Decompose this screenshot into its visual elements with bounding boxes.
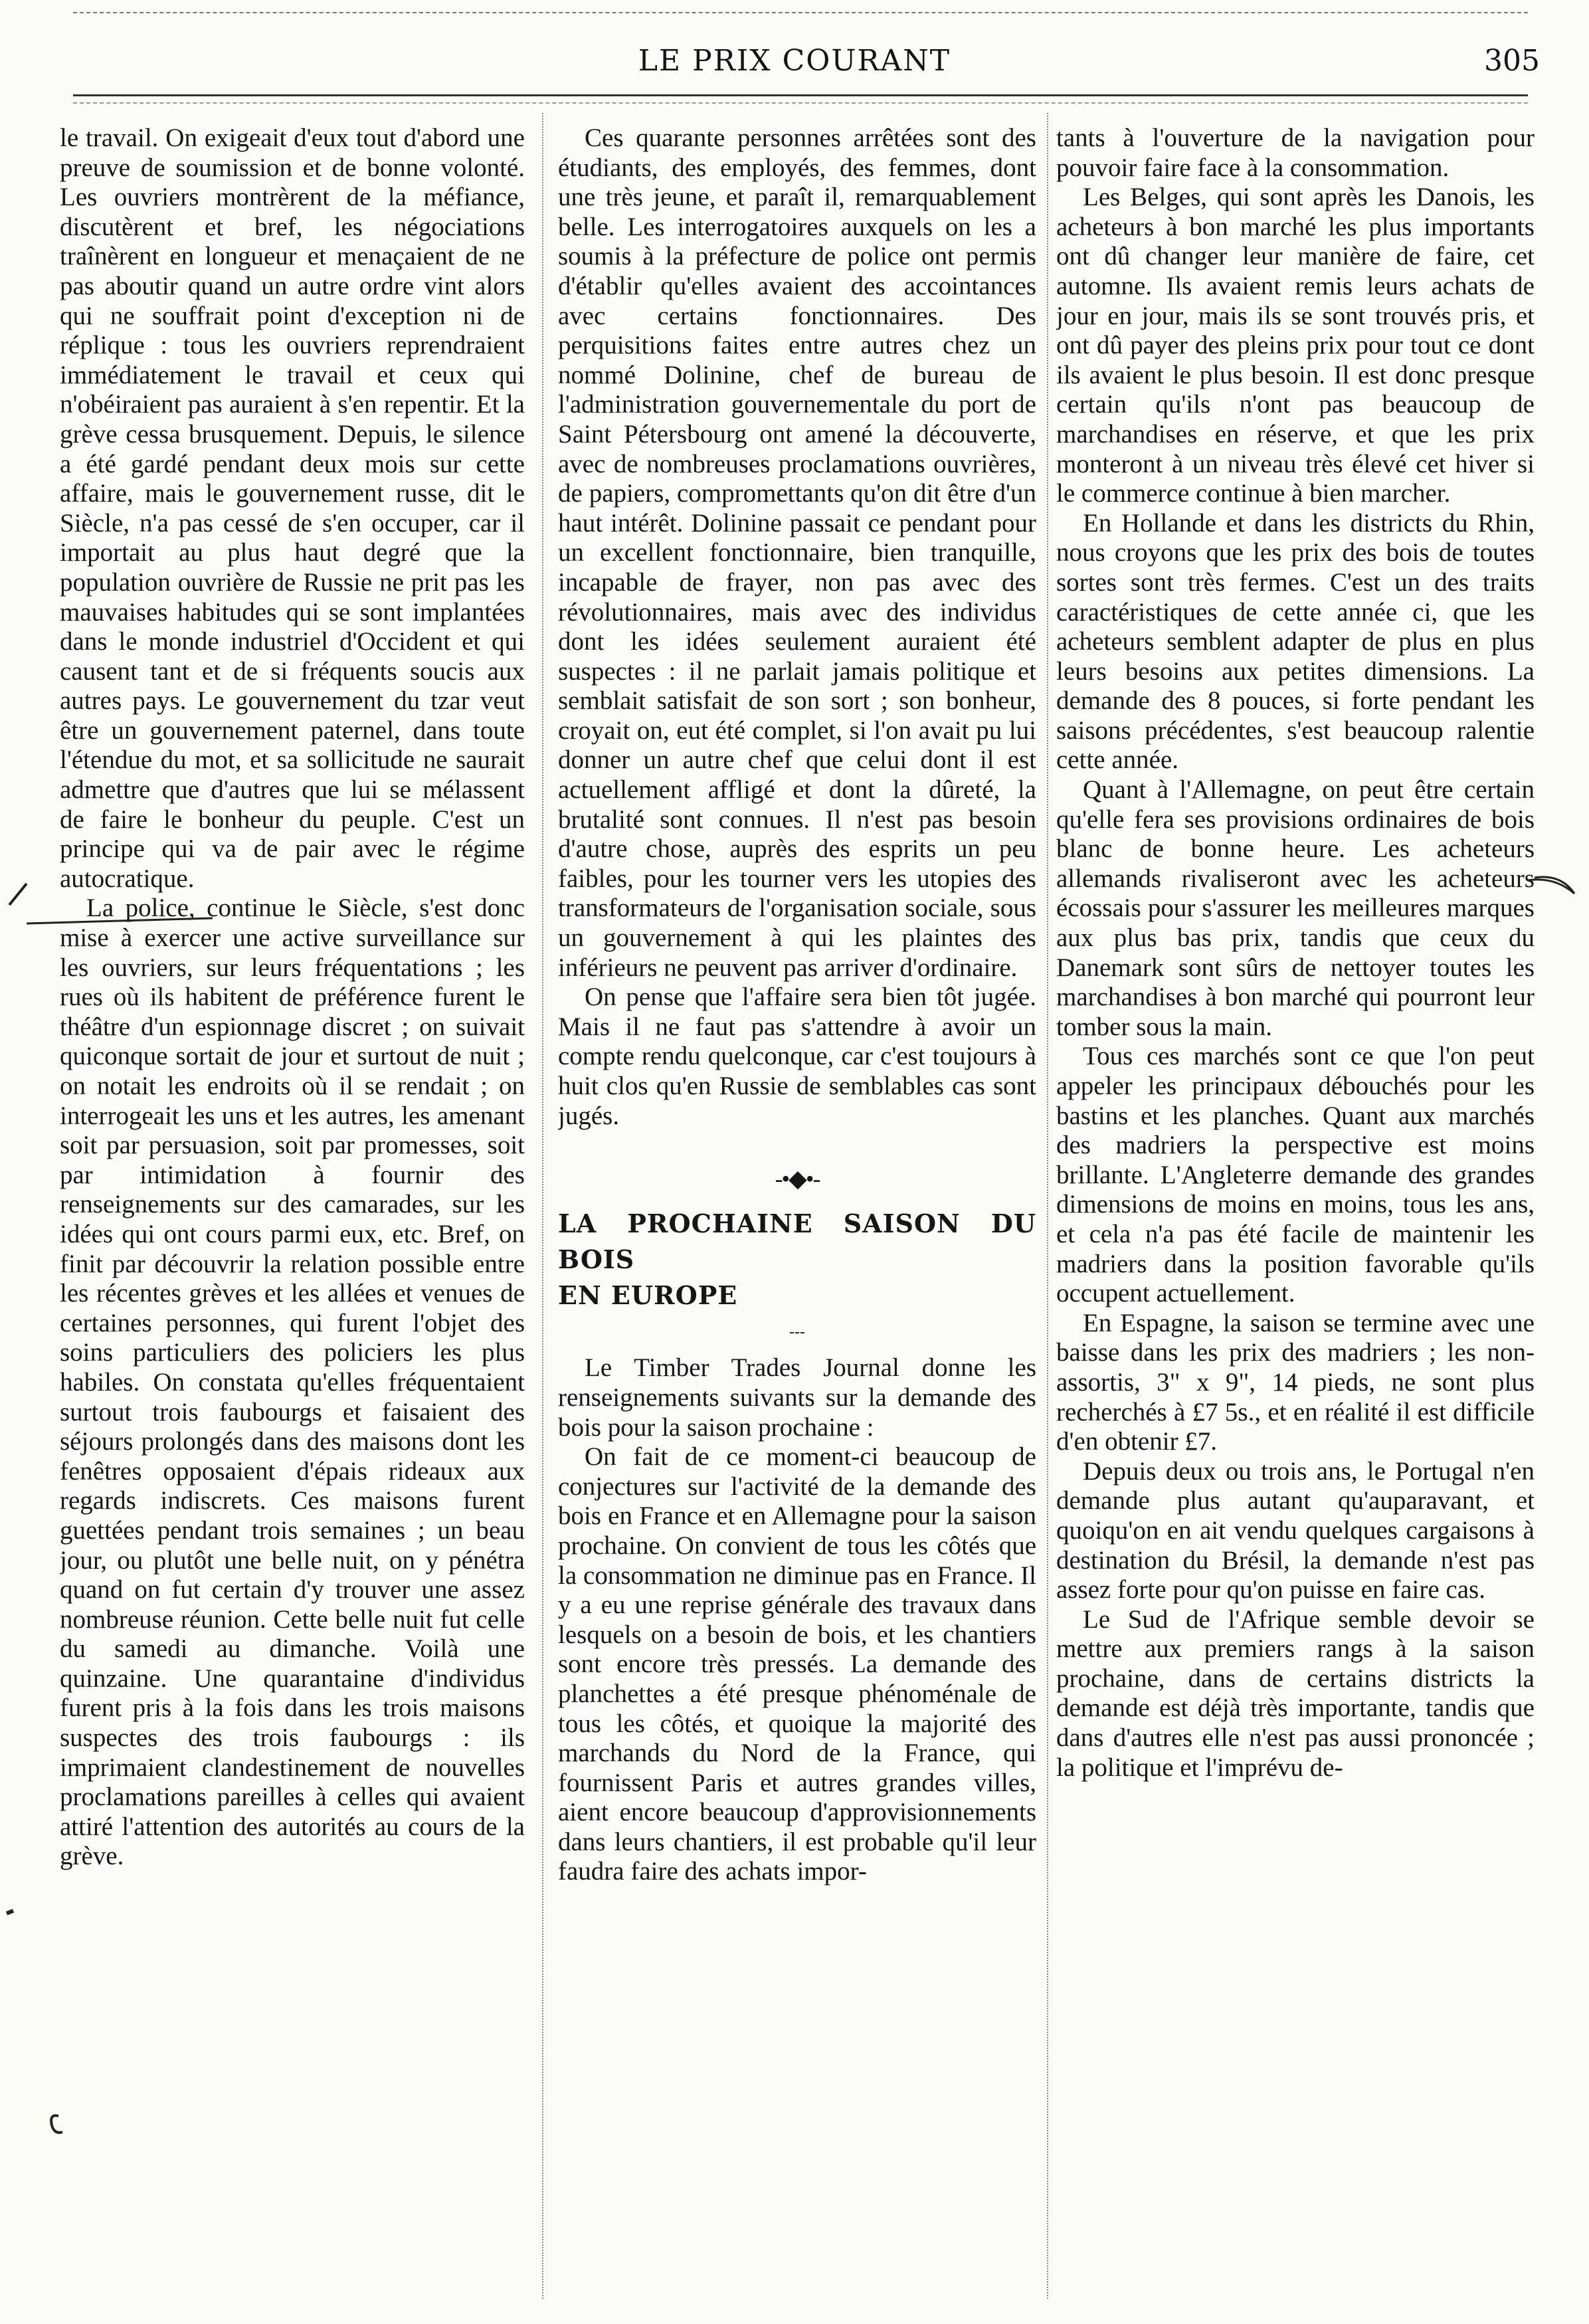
paragraph: Tous ces marchés sont ce que l'on peut appeler les principaux débouchés pour les bastins et les planches. Quant aux marchés des madriers la perspective est moins brillante. L'Angleterre demande des grandes dimensions de moins en moins, tous les ans, et cela n'a pas été facile de maintenir les madriers dans la position favorable qu'ils occupent actuellement.	[1056, 1042, 1535, 1308]
paragraph: On fait de ce moment-ci beaucoup de conjectures sur l'activité de la demande des bois en France et en Allemagne pour la saison prochaine. On convient de tous les côtés que la consommation ne diminue pas en France. Il y a eu une reprise générale des travaux dans lesquels on a besoin de bois, et les chantiers sont encore très pressés. La demande des planchettes a été presque phénoménale de tous les côtés, et quoique la majorité des marchands du Nord de la France, qui fournissent Paris et autres grandes villes, aient encore beaucoup d'approvisionnements dans leurs chantiers, il est probable qu'il leur faudra faire des achats impor-	[558, 1442, 1036, 1886]
paragraph: On pense que l'affaire sera bien tôt jugée. Mais il ne faut pas s'attendre à avoir un compte rendu quelconque, car c'est toujours à huit clos qu'en Russie de semblables cas sont jugés.	[558, 983, 1036, 1130]
paragraph: le travail. On exigeait d'eux tout d'abord une preuve de soumission et de bonne volonté. Les ouvriers montrèrent de la méfiance, discutèrent et bref, les négociations traînèrent en longueur et menaçaient de ne pas aboutir quand un autre ordre vint alors qui ne souffrait point d'exception ni de réplique : tous les ouvriers reprendraient immédiatement le travail et ceux qui n'obéiraient pas auraient à s'en repentir. Et la grève cessa brusquement. Depuis, le silence a été gardé pendant deux mois sur cette affaire, mais le gouvernement russe, dit le Siècle, n'a pas cessé de s'en occuper, car il importait au plus haut degré que la population ouvrière de Russie ne prit pas les mauvaises habitudes qui se sont implantées dans le monde industriel d'Occident et qui causent tant et de si fréquents soucis aux autres pays. Le gouvernement du tzar veut être un gouvernement paternel, dans toute l'étendue du mot, et sa sollicitude ne saurait admettre que d'autres que lui se mélassent de faire le bonheur du peuple. C'est un principe qui va de pair avec le régime autocratique.	[60, 124, 525, 893]
paragraph: Le Timber Trades Journal donne les renseignements suivants sur la demande des bois pour la saison prochaine :	[558, 1353, 1036, 1442]
paragraph: Le Sud de l'Afrique semble devoir se mettre aux premiers rangs à la saison prochaine, dans de certains districts la demande est déjà très importante, tandis que dans d'autres elle n'est pas aussi prononcée ; la politique et l'imprévu de-	[1056, 1604, 1535, 1782]
journal-title: LE PRIX COURANT	[638, 44, 951, 78]
pencil-stroke	[27, 918, 213, 923]
paragraph: La police, continue le Siècle, s'est donc mise à exercer une active surveillance sur les ouvriers, sur leurs fréquentations ; les rues où ils habitent de préférence furent le théâtre d'un espionnage discret ; on suivait quiconque sortait de jour et surtout de nuit ; on notait les endroits où il se rendait ; on interrogeait les uns et les autres, les amenant soit par persuasion, soit par promesses, soit par intimidation à fournir des renseignements sur des camarades, sur les idées qui ont cours parmi eux, etc. Bref, on finit par découvrir la relation possible entre les récentes grèves et les allées et venues de certaines personnes, qui furent l'objet des soins particuliers des policiers les plus habiles. On constata qu'elles fréquentaient surtout trois faubourgs et faisaient des séjours prolongés dans des maisons dont les fenêtres opposaient d'épais rideaux aux regards indiscrets. Ces maisons furent guettées pendant trois semaines ; un beau jour, ou plutôt une belle nuit, on y pénétra quand on fut certain d'y trouver une assez nombreuse réunion. Cette belle nuit fut celle du samedi au dimanche. Voilà une quinzaine. Une quarantaine d'individus furent pris à la fois dans les trois maisons suspectes des trois faubourgs : ils imprimaient clandestinement de nouvelles proclamations pareilles à celles qui avaient attiré l'attention des autorités au cours de la grève.	[60, 894, 525, 1871]
pencil-stroke	[51, 2115, 62, 2133]
paragraph: En Hollande et dans les districts du Rhin, nous croyons que les prix des bois de toutes sortes sont très fermes. C'est un des traits caractéristiques de cette année ci, que les acheteurs semblent adapter de plus en plus leurs besoins aux petites dimensions. La demande des 8 pouces, si forte pendant les saisons précédentes, s'est beaucoup ralentie cette année.	[1056, 508, 1535, 775]
page-number: 305	[1484, 44, 1540, 78]
pencil-stroke	[1528, 877, 1574, 894]
section-divider: ---	[789, 1323, 805, 1341]
paragraph: Les Belges, qui sont après les Danois, les acheteurs à bon marché les plus importants ont dû changer leur manière de faire, cet automne. Ils avaient remis leurs achats de jour en jour, mais ils se sont trouvés pris, et ont dû payer des pleins prix pour tout ce dont ils avaient le plus besoin. Il est donc presque certain qu'ils n'ont pas beaucoup de marchandises en réserve, et que les prix monteront à un niveau très élevé cet hiver si le commerce continue à bien marcher.	[1056, 183, 1535, 508]
paragraph: En Espagne, la saison se termine avec une baisse dans les prix des madriers ; les non-assortis, 3" x 9", 14 pieds, ne sont plus recherchés à £7 5s., et en réalité il est difficile d'en obtenir £7.	[1056, 1308, 1535, 1456]
paragraph: Quant à l'Allemagne, on peut être certain qu'elle fera ses provisions ordinaires de bois blanc de bonne heure. Les acheteurs allemands rivaliseront avec les acheteurs écossais pour s'assurer les meilleures marques aux plus bas prix, tandis que ceux du Danemark sont sûrs de nettoyer toutes les marchandises à bon marché qui pourront leur tomber sous la main.	[1056, 775, 1535, 1041]
pencil-stroke	[9, 884, 27, 905]
paragraph: tants à l'ouverture de la navigation pour pouvoir faire face à la consommation.	[1056, 124, 1535, 182]
section-title: LA PROCHAINE SAISON DU BOIS	[558, 1208, 1036, 1274]
section-title: EN EUROPE	[558, 1280, 738, 1310]
pencil-stroke	[7, 1911, 13, 1913]
paragraph: Depuis deux ou trois ans, le Portugal n'en demande plus autant qu'auparavant, et quoiqu'on en ait vendu quelques cargaisons à destination du Brésil, la demande n'est pas assez forte pour qu'on puisse en faire cas.	[1056, 1456, 1535, 1604]
paragraph: Ces quarante personnes arrêtées sont des étudiants, des employés, des femmes, dont une très jeune, et paraît il, remarquablement belle. Les interrogatoires auxquels on les a soumis à la préfecture de police ont permis d'établir qu'elles avaient des accointances avec certains fonctionnaires. Des perquisitions faites entre autres chez un nommé Dolinine, chef de bureau de l'administration gouvernementale du port de Saint Pétersbourg ont amené la découverte, avec de nombreuses proclamations ouvrières, de papiers, compromettants qu'on dit être d'un haut intérêt. Dolinine passait ce pendant pour un excellent fonctionnaire, bien tranquille, incapable de frayer, non pas avec des révolutionnaires, mais avec des individus dont les idées seulement auraient été suspectes : il ne parlait jamais politique et semblait satisfait de son sort ; son bonheur, croyait on, eut été complet, si l'on avait pu lui donner un autre chef que celui dont il est actuellement affligé et dont la dûreté, la brutalité sont connues. Il n'est pas besoin d'autre chose, auprès des esprits un peu faibles, pour les tourner vers les utopies des transformateurs de l'organisation sociale, sous un gouvernement à qui les plaintes des inférieurs ne peuvent pas arriver d'ordinaire.	[558, 124, 1036, 982]
section-ornament: -•◆•-	[775, 1165, 820, 1193]
